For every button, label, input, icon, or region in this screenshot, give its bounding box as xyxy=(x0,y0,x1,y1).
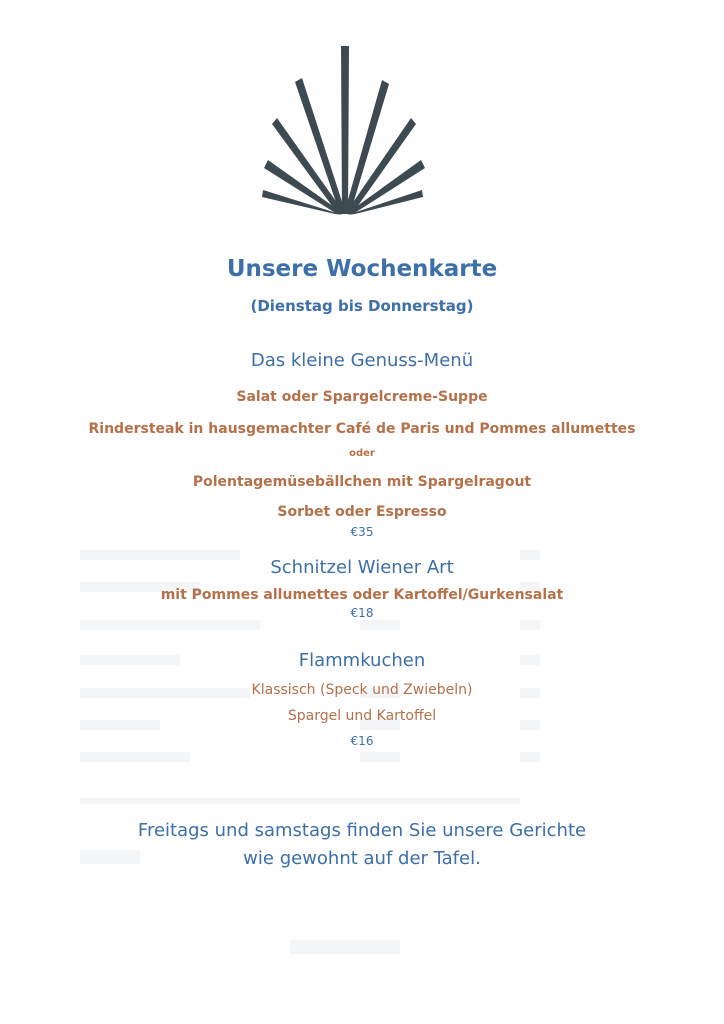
menu-subtitle: (Dienstag bis Donnerstag) xyxy=(250,297,474,315)
section-heading-genuss-menu: Das kleine Genuss-Menü xyxy=(250,350,474,371)
sunburst-fan-logo-icon xyxy=(255,40,435,220)
bleed-through-texture xyxy=(60,540,580,960)
footer-note-line: wie gewohnt auf der Tafel. xyxy=(243,848,481,869)
menu-item: mit Pommes allumettes oder Kartoffel/Gurkensalat xyxy=(160,587,564,603)
section-heading-flammkuchen: Flammkuchen xyxy=(298,650,426,671)
menu-item: Polentagemüsebällchen mit Spargelragout xyxy=(192,474,532,490)
price-label: €18 xyxy=(350,606,374,620)
menu-item: Rindersteak in hausgemachter Café de Paris und Pommes allumettes xyxy=(88,421,636,437)
section-heading-schnitzel: Schnitzel Wiener Art xyxy=(270,557,454,578)
menu-item: Klassisch (Speck und Zwiebeln) xyxy=(251,682,473,698)
menu-item: Spargel und Kartoffel xyxy=(287,708,437,724)
footer-note-line: Freitags und samstags finden Sie unsere Gerichte xyxy=(137,820,587,841)
price-label: €35 xyxy=(350,525,374,539)
menu-item: Salat oder Spargelcreme-Suppe xyxy=(236,389,488,405)
price-label: €16 xyxy=(350,734,374,748)
menu-item: Sorbet oder Espresso xyxy=(277,504,447,520)
menu-item-separator: oder xyxy=(349,448,375,459)
menu-title: Unsere Wochenkarte xyxy=(226,256,498,282)
